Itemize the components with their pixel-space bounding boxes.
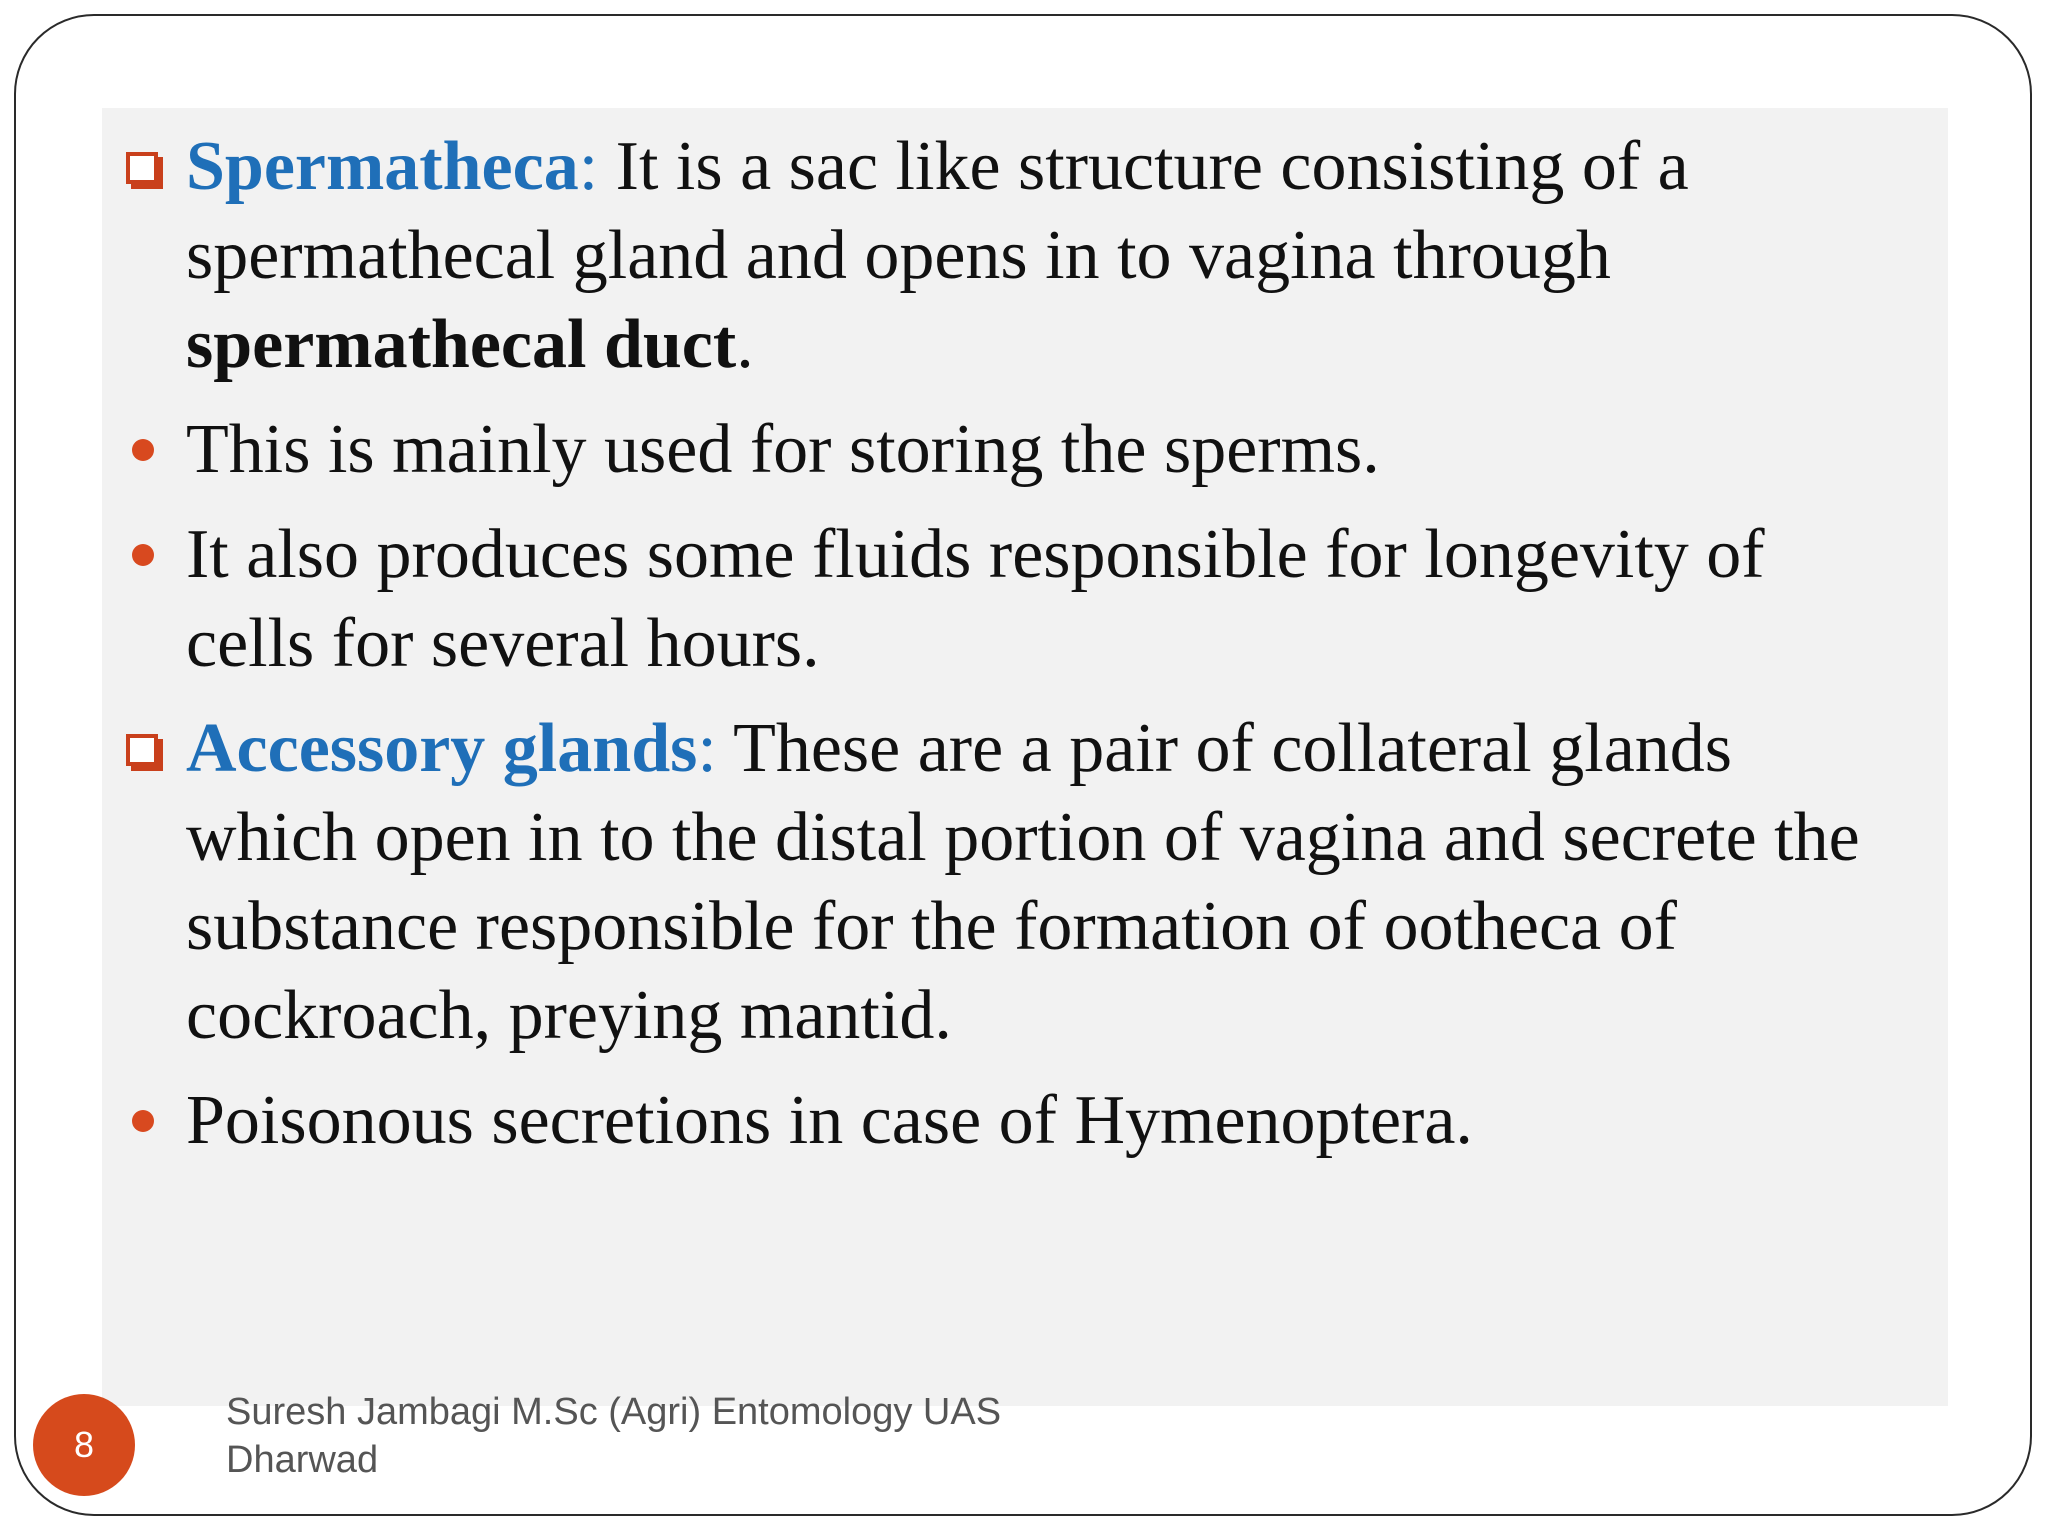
content-panel xyxy=(102,108,1948,1406)
term-colon: : xyxy=(578,128,599,205)
square-checkbox-icon xyxy=(126,734,158,766)
bullet-spermatheca xyxy=(102,122,1948,389)
bullet-text-end: . xyxy=(736,306,754,383)
footer-line-2: Dharwad xyxy=(226,1439,379,1481)
dot-bullet-icon xyxy=(132,1110,154,1132)
term-colon: : xyxy=(697,710,717,787)
bullet-text: This is mainly used for storing the sperms. xyxy=(186,411,1380,488)
bullet-text: It is a sac like structure consisting of a spermathecal gland and opens in to vagina through xyxy=(186,128,1689,294)
term-spermatheca: Spermatheca xyxy=(186,128,579,205)
bold-term: spermathecal duct xyxy=(186,306,737,383)
bullet-storing-sperms xyxy=(102,405,1948,494)
page-number-badge: 8 xyxy=(33,1394,135,1496)
dot-bullet-icon xyxy=(132,439,154,461)
square-checkbox-icon xyxy=(126,152,158,184)
bullet-text: Poisonous secretions in case of Hymenoptera. xyxy=(186,1082,1473,1159)
bullet-text: These are a pair of collateral glands which open in to the distal portion of vagina and secrete the substance responsible for the formation of ootheca of cockroach, preying mantid. xyxy=(186,710,1860,1054)
term-accessory-glands: Accessory glands xyxy=(186,710,698,787)
bullet-text: It also produces some fluids responsible for longevity of cells for several hours. xyxy=(186,516,1765,682)
dot-bullet-icon xyxy=(132,544,154,566)
footer-line-1: Suresh Jambagi M.Sc (Agri) Entomology UAS xyxy=(226,1391,1002,1433)
bullet-list xyxy=(102,122,1948,1165)
footer-author xyxy=(226,1388,1126,1484)
bullet-accessory-glands xyxy=(102,704,1948,1060)
bullet-poisonous-secretions xyxy=(102,1076,1948,1165)
bullet-fluids xyxy=(102,510,1948,688)
